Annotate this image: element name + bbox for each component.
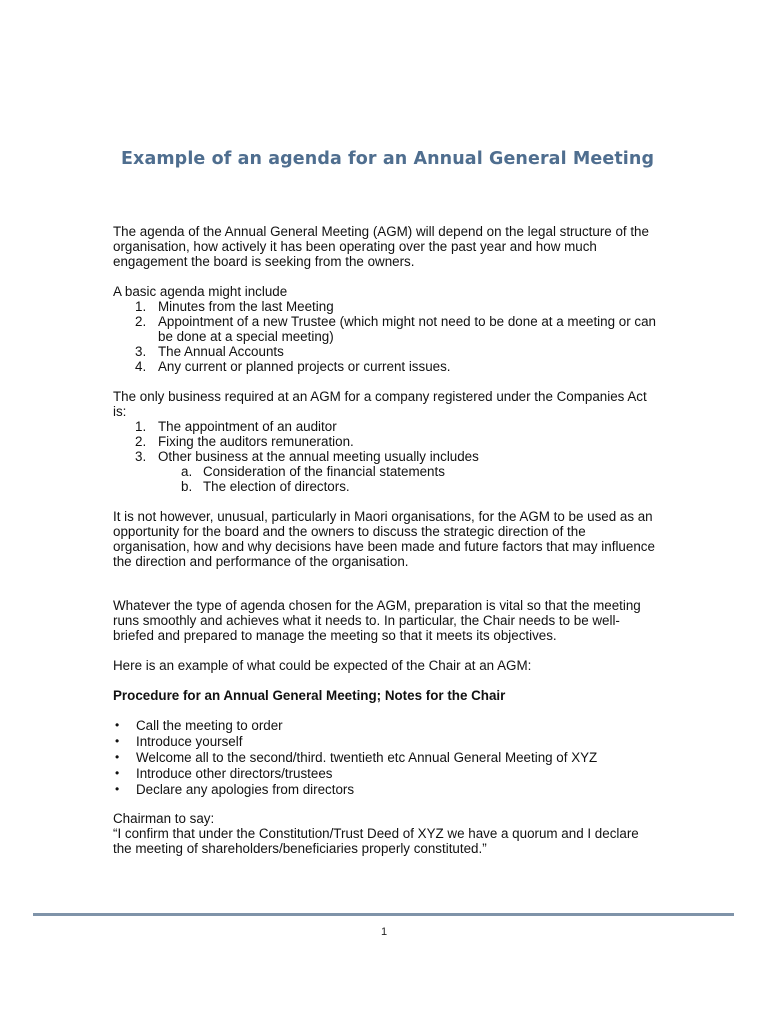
list-item: 2. Fixing the auditors remuneration. — [135, 434, 354, 449]
list-item: • Introduce yourself — [115, 734, 243, 749]
list-item: 3. The Annual Accounts — [135, 344, 284, 359]
companies-act-sublist — [113, 464, 658, 494]
list-item: • Welcome all to the second/third. twentieth etc Annual General Meeting of XYZ — [115, 750, 598, 765]
chair-notes-list — [113, 718, 658, 798]
list-item: • Call the meeting to order — [115, 718, 283, 733]
bullet-icon: • — [115, 766, 120, 780]
bullet-icon: • — [115, 734, 120, 748]
chairman-label: Chairman to say: — [113, 811, 215, 826]
list-item: 4. Any current or planned projects or current issues. — [135, 359, 451, 374]
list-item: a. Consideration of the financial statements — [181, 464, 445, 479]
page-number: 1 — [380, 926, 388, 938]
list-item: 1. The appointment of an auditor — [135, 419, 337, 434]
list-item: 3. Other business at the annual meeting usually includes — [135, 449, 479, 464]
basic-agenda-list — [113, 299, 658, 374]
intro-paragraph: The agenda of the Annual General Meeting (AGM) will depend on the legal structure of the organisation, how actively it has been operating over the past year and how much engagement the board is seeking from the owners. — [113, 224, 649, 269]
list-item: 2. Appointment of a new Trustee (which might not need to be done at a meeting or can be done at a special meeting) — [135, 314, 656, 344]
companies-act-list — [113, 419, 658, 464]
chairman-section — [113, 811, 658, 856]
basic-agenda-intro: A basic agenda might include — [113, 284, 288, 299]
bullet-icon: • — [115, 782, 120, 796]
bullet-icon: • — [115, 718, 120, 732]
document-title: Example of an agenda for an Annual General Meeting — [121, 149, 655, 169]
companies-act-intro: The only business required at an AGM for a company registered under the Companies Act is: — [113, 389, 647, 419]
basic-agenda-section — [113, 284, 658, 374]
list-item: 1. Minutes from the last Meeting — [135, 299, 334, 314]
companies-act-section — [113, 389, 658, 494]
list-item: • Introduce other directors/trustees — [115, 766, 333, 781]
preparation-paragraph: Whatever the type of agenda chosen for the AGM, preparation is vital so that the meeting runs smoothly and achieves what it needs to. In particular, the Chair needs to be well-briefed and prepared to manage the meeting so that it meets its objectives. — [113, 598, 641, 643]
bullet-icon: • — [115, 750, 120, 764]
footer-divider — [33, 913, 734, 916]
list-item: • Declare any apologies from directors — [115, 782, 355, 797]
list-item: b. The election of directors. — [181, 479, 350, 494]
example-paragraph: Here is an example of what could be expected of the Chair at an AGM: — [113, 658, 532, 673]
maori-organisations-paragraph: It is not however, unusual, particularly in Maori organisations, for the AGM to be used as an opportunity for the board and the owners to discuss the strategic direction of the organisation, how and why decisions have been made and future factors that may influence the direction and performance of the organisation. — [113, 509, 655, 569]
chairman-quote: “I confirm that under the Constitution/Trust Deed of XYZ we have a quorum and I declare the meeting of shareholders/beneficiaries properly constituted.” — [113, 826, 639, 856]
procedure-heading: Procedure for an Annual General Meeting; Notes for the Chair — [113, 688, 506, 703]
